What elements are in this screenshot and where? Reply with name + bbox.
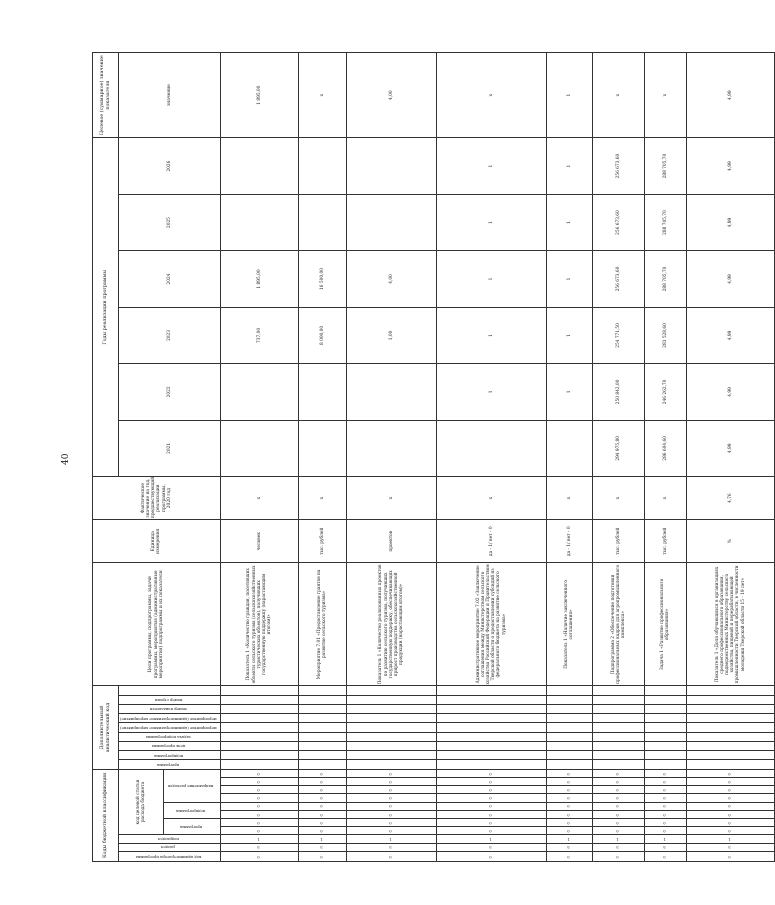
year-value: 4,99	[686, 420, 774, 476]
code-cell	[346, 751, 436, 760]
code-cell	[546, 686, 592, 695]
code-cell: 0	[546, 786, 592, 794]
year-value: 288 705,70	[644, 251, 686, 307]
code-cell	[644, 760, 686, 769]
code-cell	[436, 695, 546, 704]
code-cell	[686, 760, 774, 769]
year-value: 288 705,70	[644, 138, 686, 194]
code-cell: 0	[546, 818, 592, 826]
fact-column-header: Фактическое значение на год, предшествующий реализации программы, 2020 год	[93, 477, 221, 520]
code-cell	[346, 732, 436, 741]
code-cell	[436, 760, 546, 769]
code-cell: 0	[644, 786, 686, 794]
add-blank-header	[119, 686, 221, 695]
code-cell: 0	[644, 818, 686, 826]
code-cell: 5	[644, 843, 686, 851]
row-fact: х	[436, 477, 546, 520]
code-cell	[644, 741, 686, 750]
code-cell: 0	[546, 769, 592, 777]
code-cell	[546, 760, 592, 769]
code-cell	[644, 723, 686, 732]
code-cell: 0	[686, 802, 774, 810]
code-cell	[592, 705, 644, 714]
code-cell	[220, 751, 298, 760]
code-cell: 1	[592, 835, 644, 843]
code-cell	[436, 732, 546, 741]
code-cell: 0	[346, 810, 436, 818]
code-cell	[436, 714, 546, 723]
year-value: 4,99	[686, 194, 774, 250]
code-cell	[346, 705, 436, 714]
year-value: 256 673,60	[592, 138, 644, 194]
code-cell: 0	[436, 810, 546, 818]
code-cell	[436, 686, 546, 695]
add-task-header: задача подпрограммы	[119, 732, 221, 741]
row-fact: х	[298, 477, 346, 520]
code-cell: 0	[220, 810, 298, 818]
year-value	[346, 420, 436, 476]
year-value	[298, 420, 346, 476]
code-cell: 0	[686, 818, 774, 826]
year-value	[346, 194, 436, 250]
code-cell: 0	[346, 818, 436, 826]
subsection-header: подраздел	[119, 835, 221, 843]
code-cell: 5	[546, 843, 592, 851]
year-value: 16 500,00	[298, 251, 346, 307]
code-cell	[592, 741, 644, 750]
code-cell	[220, 741, 298, 750]
code-cell: 0	[298, 777, 346, 785]
code-cell: 0	[686, 851, 774, 861]
code-cell	[546, 714, 592, 723]
code-cell: 0	[220, 818, 298, 826]
year-value: 1	[436, 364, 546, 420]
add-measure-header: мероприятие (административное мероприятие)	[119, 723, 221, 732]
code-cell: 5	[436, 843, 546, 851]
add-indicator-header: номер показателя	[119, 705, 221, 714]
row-fact: х	[644, 477, 686, 520]
code-cell: 5	[298, 843, 346, 851]
year-value	[220, 420, 298, 476]
code-cell: 0	[346, 851, 436, 861]
code-cell	[220, 760, 298, 769]
code-cell: 5	[592, 843, 644, 851]
table-body	[220, 53, 774, 862]
year-value	[546, 420, 592, 476]
code-cell	[298, 723, 346, 732]
year-value	[298, 364, 346, 420]
add-program-header: программа	[119, 760, 221, 769]
code-cell: 0	[644, 827, 686, 835]
code-cell: 0	[220, 794, 298, 802]
code-cell: 0	[220, 802, 298, 810]
code-cell	[592, 686, 644, 695]
code-cell: 0	[220, 769, 298, 777]
row-name: Задача 1 «Развитие профессионального образования»	[644, 563, 686, 686]
code-cell	[346, 741, 436, 750]
year-value: 4,00	[346, 251, 436, 307]
code-cell: 1	[436, 835, 546, 843]
code-cell: 5	[220, 843, 298, 851]
year-2024-header: 2024	[119, 251, 221, 307]
additional-code-header: Дополнительный аналитический код	[93, 686, 119, 769]
row-unit: тыс. рублей	[298, 520, 346, 563]
add-rows-header: номер строки	[119, 695, 221, 704]
row-unit: тыс. рублей	[592, 520, 644, 563]
code-cell: 0	[346, 794, 436, 802]
year-2026-header: 2026	[119, 138, 221, 194]
add-action-header: мероприятие (административное мероприятие)	[119, 714, 221, 723]
code-cell	[546, 741, 592, 750]
code-cell	[220, 732, 298, 741]
code-cell: 0	[592, 802, 644, 810]
code-cell	[686, 723, 774, 732]
code-cell: 0	[436, 769, 546, 777]
code-cell: 0	[346, 769, 436, 777]
subprogram-code-header: подпрограмма	[164, 802, 221, 818]
section-header: раздел	[119, 843, 221, 851]
code-cell	[220, 723, 298, 732]
code-cell: 0	[592, 818, 644, 826]
row-unit: да - 1/ нет - 0	[546, 520, 592, 563]
code-cell: 0	[592, 777, 644, 785]
code-cell	[298, 751, 346, 760]
code-cell	[592, 723, 644, 732]
year-2022-header: 2022	[119, 364, 221, 420]
year-value	[298, 138, 346, 194]
row-fact: х	[546, 477, 592, 520]
row-target: 4,00	[346, 53, 436, 138]
table-row	[686, 53, 774, 862]
code-cell: 0	[346, 777, 436, 785]
code-cell: 0	[346, 827, 436, 835]
code-cell	[546, 723, 592, 732]
year-value: 1	[436, 307, 546, 363]
table-row	[436, 53, 546, 862]
code-cell: 1	[298, 835, 346, 843]
code-cell	[592, 695, 644, 704]
year-value	[346, 138, 436, 194]
year-value	[220, 364, 298, 420]
year-value: 283 528,60	[644, 307, 686, 363]
row-target: х	[644, 53, 686, 138]
year-value: 1,00	[346, 307, 436, 363]
code-cell	[346, 686, 436, 695]
row-target: х	[436, 53, 546, 138]
code-cell	[546, 732, 592, 741]
row-fact: х	[346, 477, 436, 520]
code-cell	[298, 705, 346, 714]
row-target: 1	[546, 53, 592, 138]
code-cell	[346, 695, 436, 704]
code-cell	[644, 695, 686, 704]
code-cell	[298, 732, 346, 741]
code-cell: 0	[346, 786, 436, 794]
target-sub-header: значение	[119, 53, 221, 138]
code-cell: 0	[546, 827, 592, 835]
code-cell	[546, 695, 592, 704]
code-cell: 0	[298, 818, 346, 826]
year-value	[220, 138, 298, 194]
target-header: Целевое (суммарное) значение показателя	[93, 53, 119, 138]
code-cell: 0	[220, 786, 298, 794]
code-cell	[644, 751, 686, 760]
code-cell: 5	[686, 843, 774, 851]
code-cell	[546, 751, 592, 760]
page-number-text: 40	[61, 453, 71, 465]
year-value: 737,00	[220, 307, 298, 363]
year-value: 254 771,50	[592, 307, 644, 363]
code-cell: 0	[686, 769, 774, 777]
row-target: х	[592, 53, 644, 138]
code-cell: 0	[592, 794, 644, 802]
row-name: Показатель 1 «Количество реализованных проектов по развитию сельского туризма, получивших государственную поддержку, обеспечивающих прирост производства сельскохозяйственной продукции (нарастающим итогом)»	[346, 563, 436, 686]
year-value: 4,99	[686, 307, 774, 363]
year-value: 1	[436, 194, 546, 250]
code-cell: 0	[220, 777, 298, 785]
code-cell: 0	[298, 827, 346, 835]
year-value: 250 842,00	[592, 364, 644, 420]
code-cell: 0	[436, 851, 546, 861]
code-cell	[644, 686, 686, 695]
row-fact: 4,76	[686, 477, 774, 520]
code-cell	[346, 760, 436, 769]
direction-code-header: направление расходов	[164, 769, 221, 802]
code-cell: 5	[346, 843, 436, 851]
table-row	[592, 53, 644, 862]
year-value: 256 673,60	[592, 194, 644, 250]
code-cell	[436, 705, 546, 714]
code-cell: 1	[546, 835, 592, 843]
code-cell: 0	[436, 802, 546, 810]
code-cell	[298, 695, 346, 704]
code-cell: 0	[436, 794, 546, 802]
code-cell	[592, 760, 644, 769]
row-target: х	[298, 53, 346, 138]
code-cell: 0	[644, 810, 686, 818]
code-cell	[546, 705, 592, 714]
row-name: Мероприятие 7.01 «Предоставление грантов на развитие сельского туризма»	[298, 563, 346, 686]
code-cell	[298, 741, 346, 750]
year-value: 1	[546, 251, 592, 307]
year-value	[346, 364, 436, 420]
row-fact: х	[220, 477, 298, 520]
row-name: Административное мероприятие 7.02 «Заключение соглашения между Министерством сельского хозяйства Российской Федерации и Правительством Тверской области о предоставлении субсидий из федерального бюджета на развитие сельского туризма»	[436, 563, 546, 686]
code-cell: 0	[644, 794, 686, 802]
code-cell: 1	[644, 835, 686, 843]
admin-code-header: код администратора программы	[119, 851, 221, 861]
row-fact: х	[592, 477, 644, 520]
year-2023-header: 2023	[119, 307, 221, 363]
code-cell	[592, 751, 644, 760]
code-cell	[298, 686, 346, 695]
table-row	[346, 53, 436, 862]
code-cell: 0	[298, 810, 346, 818]
code-cell	[686, 686, 774, 695]
year-2025-header: 2025	[119, 194, 221, 250]
row-unit: да - 1/ нет - 0	[436, 520, 546, 563]
table-row	[220, 53, 298, 862]
code-cell: 0	[592, 851, 644, 861]
code-cell: 0	[436, 786, 546, 794]
year-value: 1	[546, 194, 592, 250]
code-cell	[220, 686, 298, 695]
year-value: 4,99	[686, 138, 774, 194]
code-cell: 0	[436, 777, 546, 785]
code-cell: 0	[592, 786, 644, 794]
year-value: 8 000,00	[298, 307, 346, 363]
row-name: Показатель 1 «Доля обучающихся в организациях среднего профессионального образования, подведомственных Министерству сельского хозяйства, пищевой и перерабатывающей промышленности Тверской области, в численности молодежи Тверской области 15 - 19 лет»	[686, 563, 774, 686]
year-value: 1	[546, 138, 592, 194]
code-cell	[644, 732, 686, 741]
code-cell	[686, 741, 774, 750]
program-code-header: программа	[164, 818, 221, 834]
year-value: 4,99	[686, 364, 774, 420]
code-cell: 1	[220, 835, 298, 843]
code-cell: 0	[686, 786, 774, 794]
rotated-table-wrapper	[92, 52, 746, 862]
code-cell	[220, 705, 298, 714]
code-cell: 0	[644, 777, 686, 785]
year-value: 256 673,60	[592, 251, 644, 307]
page-number	[58, 452, 74, 472]
code-cell	[346, 723, 436, 732]
code-cell: 0	[592, 810, 644, 818]
code-cell: 1	[686, 835, 774, 843]
year-value: 1	[546, 307, 592, 363]
code-cell: 0	[644, 851, 686, 861]
year-value	[436, 420, 546, 476]
goal-column-header: Цели программы, подпрограммы, задачи программы, мероприятия (административные мероприятия) подпрограммы и их показатели	[93, 563, 221, 686]
years-header: Годы реализации программы	[93, 138, 119, 477]
code-cell: 0	[220, 827, 298, 835]
target-article-header: код целевой статьи расхода бюджета	[119, 769, 164, 835]
code-cell: 0	[686, 827, 774, 835]
code-cell: 0	[686, 777, 774, 785]
code-cell	[436, 741, 546, 750]
code-cell: 0	[686, 794, 774, 802]
code-cell	[644, 714, 686, 723]
row-name: Подпрограмма 2 «Обеспечение подготовки профессиональных кадров для агропромышленного комплекса»	[592, 563, 644, 686]
code-cell: 0	[546, 777, 592, 785]
code-cell	[686, 714, 774, 723]
year-value	[220, 194, 298, 250]
code-cell	[346, 714, 436, 723]
code-cell: 1	[346, 835, 436, 843]
code-cell: 0	[436, 818, 546, 826]
year-value: 288 705,70	[644, 194, 686, 250]
year-2021-header: 2021	[119, 420, 221, 476]
code-cell: 0	[436, 827, 546, 835]
code-cell	[436, 723, 546, 732]
code-cell	[298, 760, 346, 769]
year-value: 1 895,00	[220, 251, 298, 307]
code-cell: 0	[546, 802, 592, 810]
code-cell: 0	[346, 802, 436, 810]
budget-codes-header: Коды бюджетной классификации	[93, 769, 119, 861]
code-cell: 0	[592, 827, 644, 835]
code-cell: 0	[298, 786, 346, 794]
code-cell: 0	[644, 769, 686, 777]
code-cell	[220, 714, 298, 723]
row-unit: тыс. рублей	[644, 520, 686, 563]
code-cell: 0	[686, 810, 774, 818]
year-value: 4,99	[686, 251, 774, 307]
code-cell: 0	[220, 851, 298, 861]
row-name: Показатель 1 «Количество граждан, посетивших объекты сельского туризма (сельскохозяйственных туристических объектов), получивших государственную поддержку (нарастающим итогом)»	[220, 563, 298, 686]
code-cell	[592, 732, 644, 741]
code-cell: 0	[298, 802, 346, 810]
row-target: 1 895,00	[220, 53, 298, 138]
table-row	[644, 53, 686, 862]
row-unit: проектов	[346, 520, 436, 563]
table-row	[298, 53, 346, 862]
unit-column-header: Единица измерения	[93, 520, 221, 563]
code-cell: 0	[298, 794, 346, 802]
year-value	[298, 194, 346, 250]
year-value: 294 975,80	[592, 420, 644, 476]
code-cell	[686, 751, 774, 760]
year-value: 246 262,70	[644, 364, 686, 420]
code-cell	[436, 751, 546, 760]
code-cell: 0	[298, 851, 346, 861]
year-value: 1	[436, 251, 546, 307]
code-cell	[686, 732, 774, 741]
code-cell: 0	[546, 810, 592, 818]
year-value: 1	[546, 364, 592, 420]
code-cell	[592, 714, 644, 723]
code-cell: 0	[546, 794, 592, 802]
code-cell: 0	[644, 802, 686, 810]
add-goal-header: цель программы	[119, 741, 221, 750]
row-target: 4,99	[686, 53, 774, 138]
code-cell	[644, 705, 686, 714]
code-cell: 0	[546, 851, 592, 861]
code-cell	[686, 705, 774, 714]
code-cell: 0	[298, 769, 346, 777]
row-unit: человек	[220, 520, 298, 563]
year-value: 286 604,60	[644, 420, 686, 476]
year-value: 1	[436, 138, 546, 194]
add-subprogram-header: подпрограмма	[119, 751, 221, 760]
code-cell	[686, 695, 774, 704]
code-cell	[298, 714, 346, 723]
row-name: Показатель 1 «Наличие заключенного соглашения»	[546, 563, 592, 686]
row-unit: %	[686, 520, 774, 563]
table-row	[546, 53, 592, 862]
code-cell: 0	[592, 769, 644, 777]
program-table	[92, 52, 775, 862]
code-cell	[220, 695, 298, 704]
